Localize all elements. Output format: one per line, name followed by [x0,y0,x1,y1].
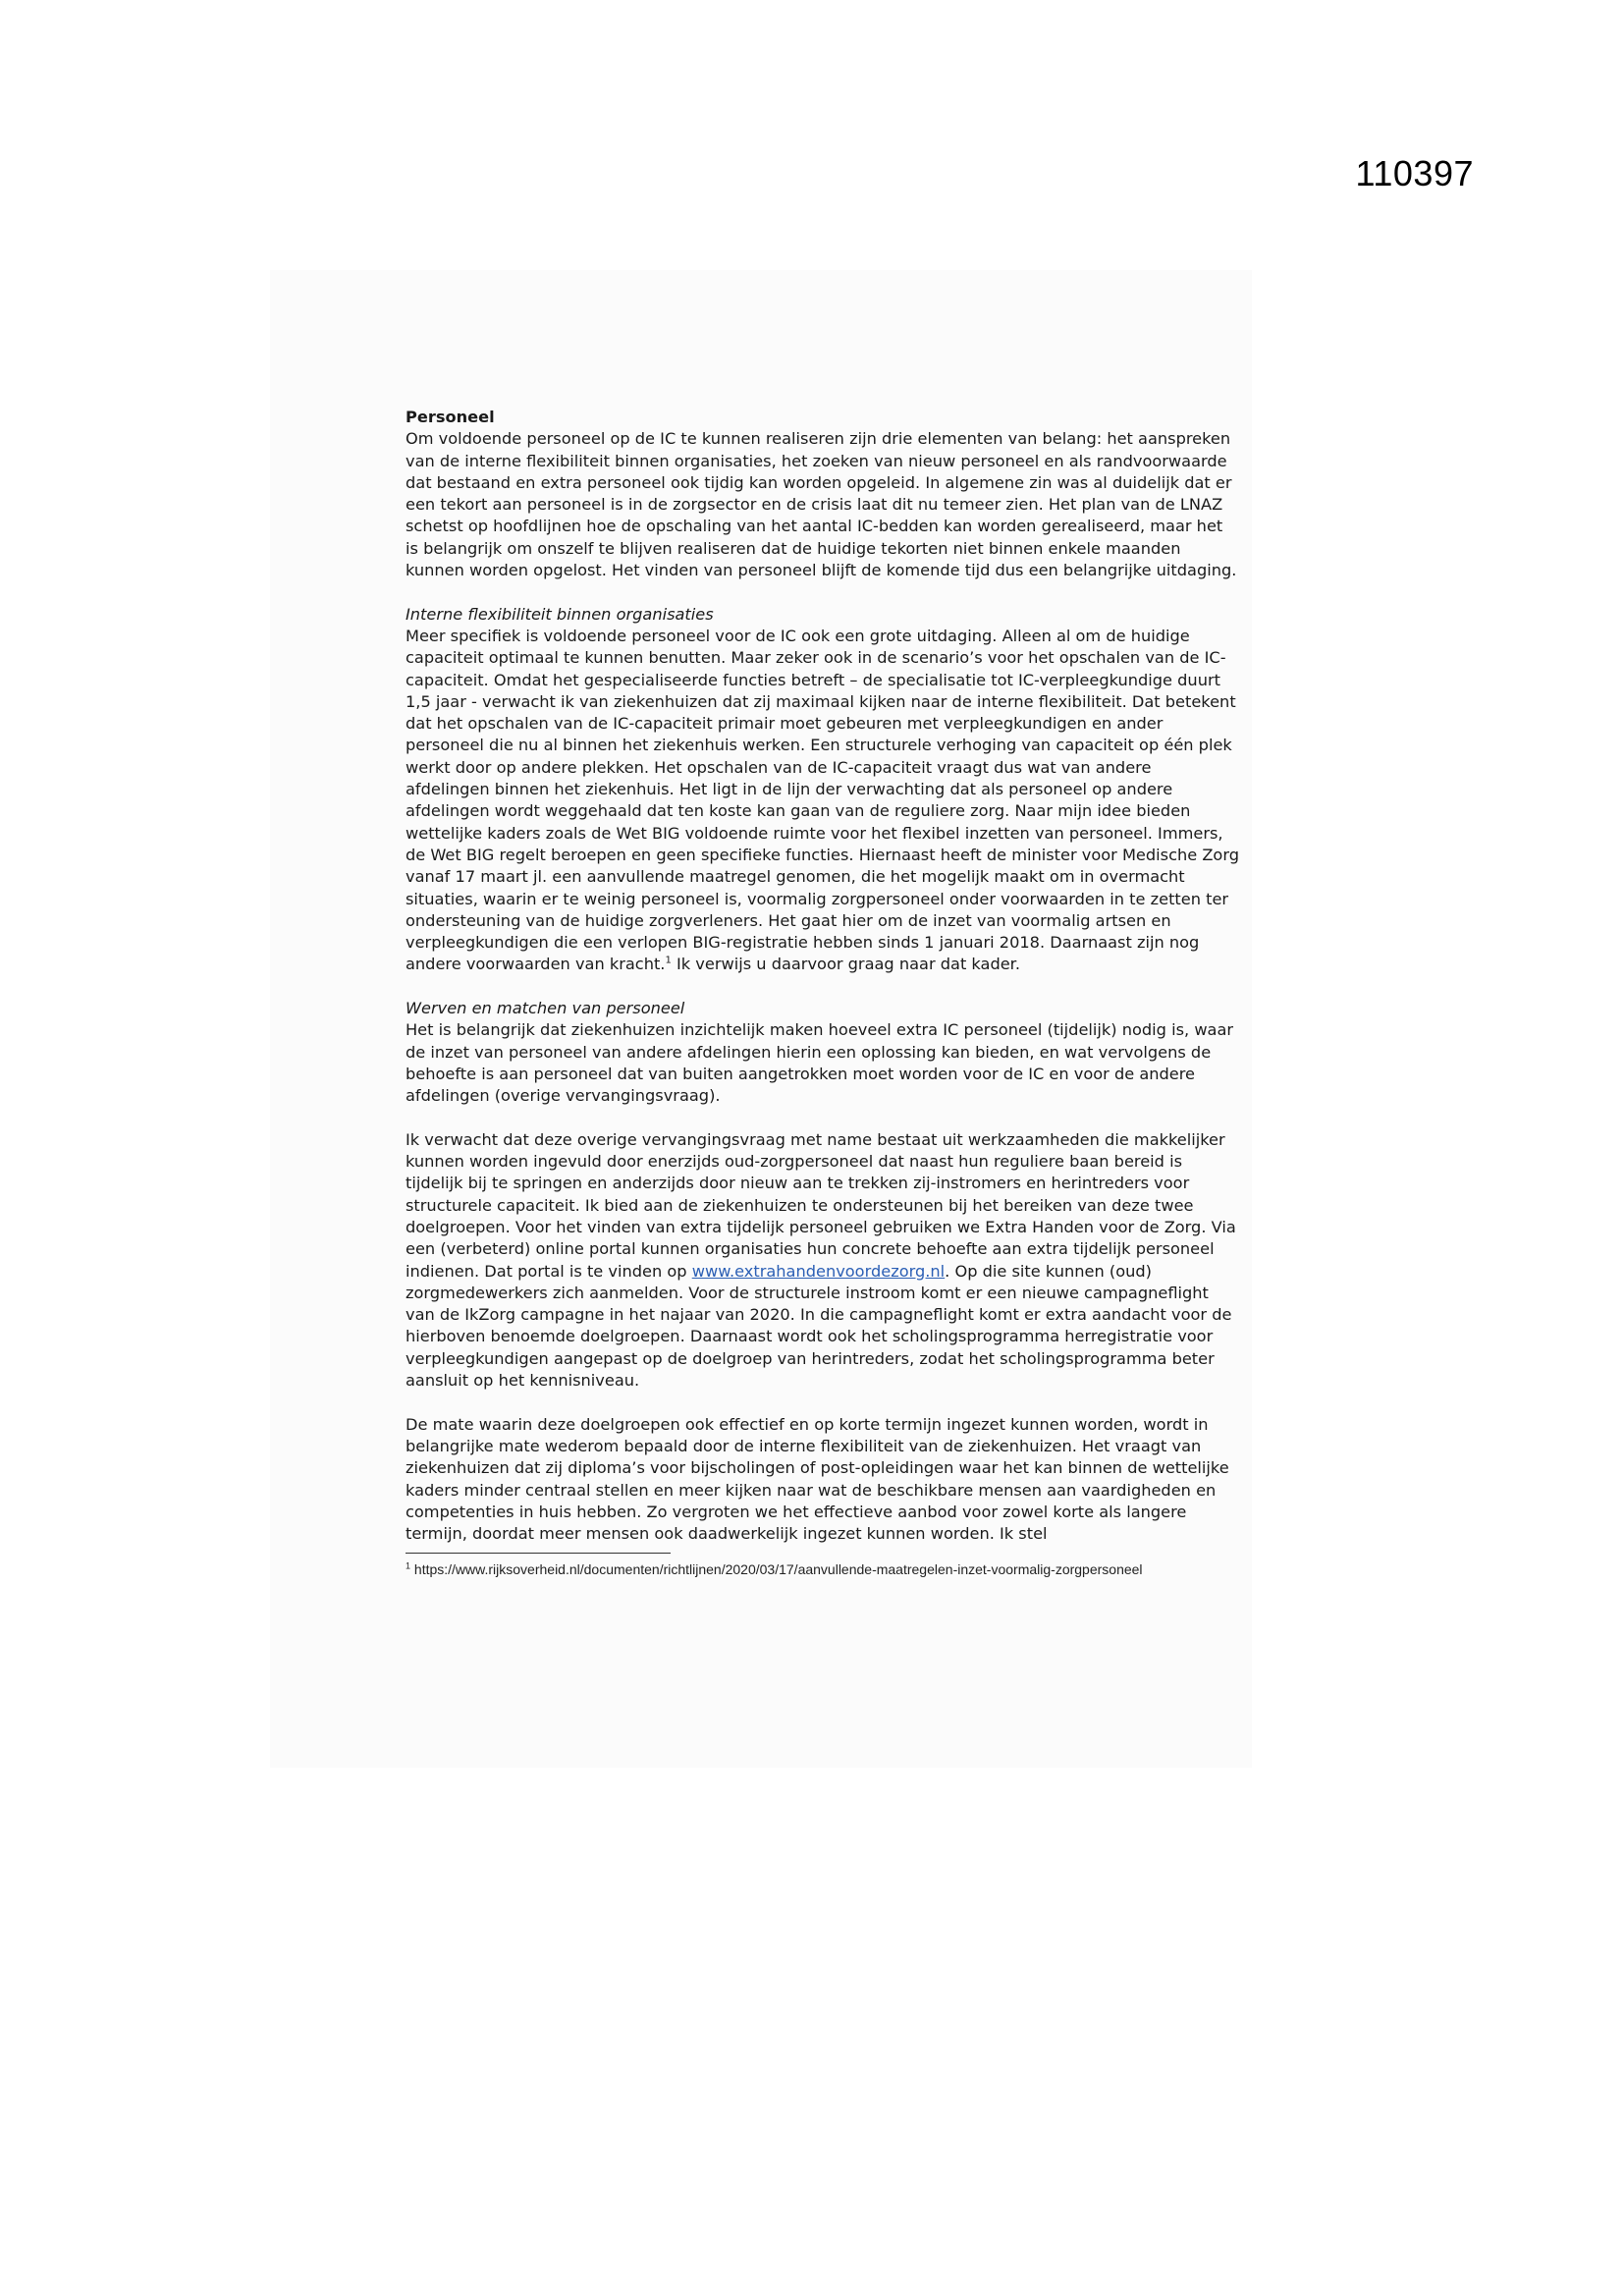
document-number: 110397 [1355,153,1474,193]
paragraph-personeel-intro: Om voldoende personeel op de IC te kunnen realiseren zijn drie elementen van belang: het aanspreken van de interne flexibiliteit binnen organisaties, het zoeken van nieuw personeel en als randvoorwaarde dat bestaand en extra personeel ook tijdig kan worden opgeleid. In algemene zin was al duidelijk dat er een tekort aan personeel is in de zorgsector en de crisis laat dit nu temeer zien. Het plan van de LNAZ schetst op hoofdlijnen hoe de opschaling van het aantal IC-bedden kan worden gerealiseerd, maar het is belangrijk om onszelf te blijven realiseren dat de huidige tekorten niet binnen enkele maanden kunnen worden opgelost. Het vinden van personeel blijft de komende tijd dus een belangrijke uitdaging. [406,429,1237,580]
paragraph-interne-flexibiliteit [406,626,1240,976]
paragraph-werven-2-text: Ik verwacht dat deze overige vervangingsvraag met name bestaat uit werkzaamheden die makkelijker kunnen worden ingevuld door enerzijds oud-zorgpersoneel dat naast hun reguliere baan bereid is tijdelijk bij te springen en anderzijds door nieuw aan te trekken zij-instromers en herintreders voor structurele capaciteit. Ik bied aan de ziekenhuizen te ondersteunen bij het bereiken van deze twee doelgroepen. Voor het vinden van extra tijdelijk personeel gebruiken we Extra Handen voor de Zorg. Via een (verbeterd) online portal kunnen organisaties hun concrete behoefte aan extra tijdelijk personeel indienen. Dat portal is te vinden op [406,1129,1236,1281]
footnote-number: 1 [406,1560,411,1571]
section-heading-interne-flexibiliteit: Interne flexibiliteit binnen organisaties [406,604,714,624]
footnote-divider [406,1553,671,1554]
extra-handen-link[interactable]: www.extrahandenvoordezorg.nl [691,1261,946,1281]
paragraph-werven-1: Het is belangrijk dat ziekenhuizen inzichtelijk maken hoeveel extra IC personeel (tijdelijk) nodig is, waar de inzet van personeel van andere afdelingen hierin een oplossing kan bieden, en wat vervolgens de behoefte is aan personeel dat van buiten aangetrokken moet worden voor de IC en voor de andere afdelingen (overige vervangingsvraag). [406,1020,1234,1106]
paragraph-interne-text: Meer specifiek is voldoende personeel voor de IC ook een grote uitdaging. Alleen al om de huidige capaciteit optimaal te kunnen benutten. Maar zeker ook in de scenario’s voor het opschalen van de IC-capaciteit. Omdat het gespecialiseerde functies betreft – de specialisatie tot IC-verpleegkundige duurt 1,5 jaar - verwacht ik van ziekenhuizen dat zij maximaal kijken naar de interne flexibiliteit. Dat betekent dat het opschalen van de IC-capaciteit primair moet gebeuren met verpleegkundigen en ander personeel die nu al binnen het ziekenhuis werken. Een structurele verhoging van capaciteit op één plek werkt door op andere plekken. Het opschalen van de IC-capaciteit vraagt dus wat van andere afdelingen binnen het ziekenhuis. Het ligt in de lijn der verwachting dat als personeel op andere afdelingen wordt weggehaald dat ten koste kan gaan van de reguliere zorg. Naar mijn idee bieden wettelijke kaders zoals de Wet BIG voldoende ruimte voor het flexibel inzetten van personeel. Immers, de Wet BIG regelt beroepen en geen specifieke functies. Hiernaast heeft de minister voor Medische Zorg vanaf 17 maart jl. een aanvullende maatregel genomen, die het mogelijk maakt om in overmacht situaties, waarin er te weinig personeel is, voormalig zorgpersoneel onder voorwaarden in te zetten ter ondersteuning van de huidige zorgverleners. Het gaat hier om de inzet van voormalig artsen en verpleegkundigen die een verlopen BIG-registratie hebben sinds 1 januari 2018. Daarnaast zijn nog andere voorwaarden van kracht. [406,626,1239,974]
document-body [406,407,1240,1580]
paragraph-werven-2-text-end: . Op die site kunnen (oud) zorgmedewerkers zich aanmelden. Voor de structurele instroom komt er een nieuwe campagneflight van de IkZorg campagne in het najaar van 2020. In die campagneflight komt er extra aandacht voor de hierboven benoemde doelgroepen. Daarnaast wordt ook het scholingsprogramma herregistratie voor verpleegkundigen aangepast op de doelgroep van herintreders, zodat het scholingsprogramma beter aansluit op het kennisniveau. [406,1261,1232,1391]
footnote-reference[interactable]: 1 [665,956,672,967]
paragraph-interne-text-end: Ik verwijs u daarvoor graag naar dat kader. [671,955,1020,974]
footnote-url[interactable]: https://www.rijksoverheid.nl/documenten/richtlijnen/2020/03/17/aanvullende-maatregelen-inzet-voormalig-zorgpersoneel [410,1561,1143,1578]
footnote [406,1559,1240,1580]
section-heading-personeel: Personeel [406,408,495,426]
paragraph-werven-3: De mate waarin deze doelgroepen ook effectief en op korte termijn ingezet kunnen worden, wordt in belangrijke mate wederom bepaald door de interne flexibiliteit van de ziekenhuizen. Het vraagt van ziekenhuizen dat zij diploma’s voor bijscholingen of post-opleidingen waar het kan binnen de wettelijke kaders minder centraal stellen en meer kijken naar wat de beschikbare mensen aan vaardigheden en competenties in huis hebben. Zo vergroten we het effectieve aanbod voor zowel korte als langere termijn, doordat meer mensen ook daadwerkelijk ingezet kunnen worden. Ik stel [406,1414,1229,1544]
section-heading-werven: Werven en matchen van personeel [406,999,685,1018]
paragraph-werven-2 [406,1129,1240,1393]
